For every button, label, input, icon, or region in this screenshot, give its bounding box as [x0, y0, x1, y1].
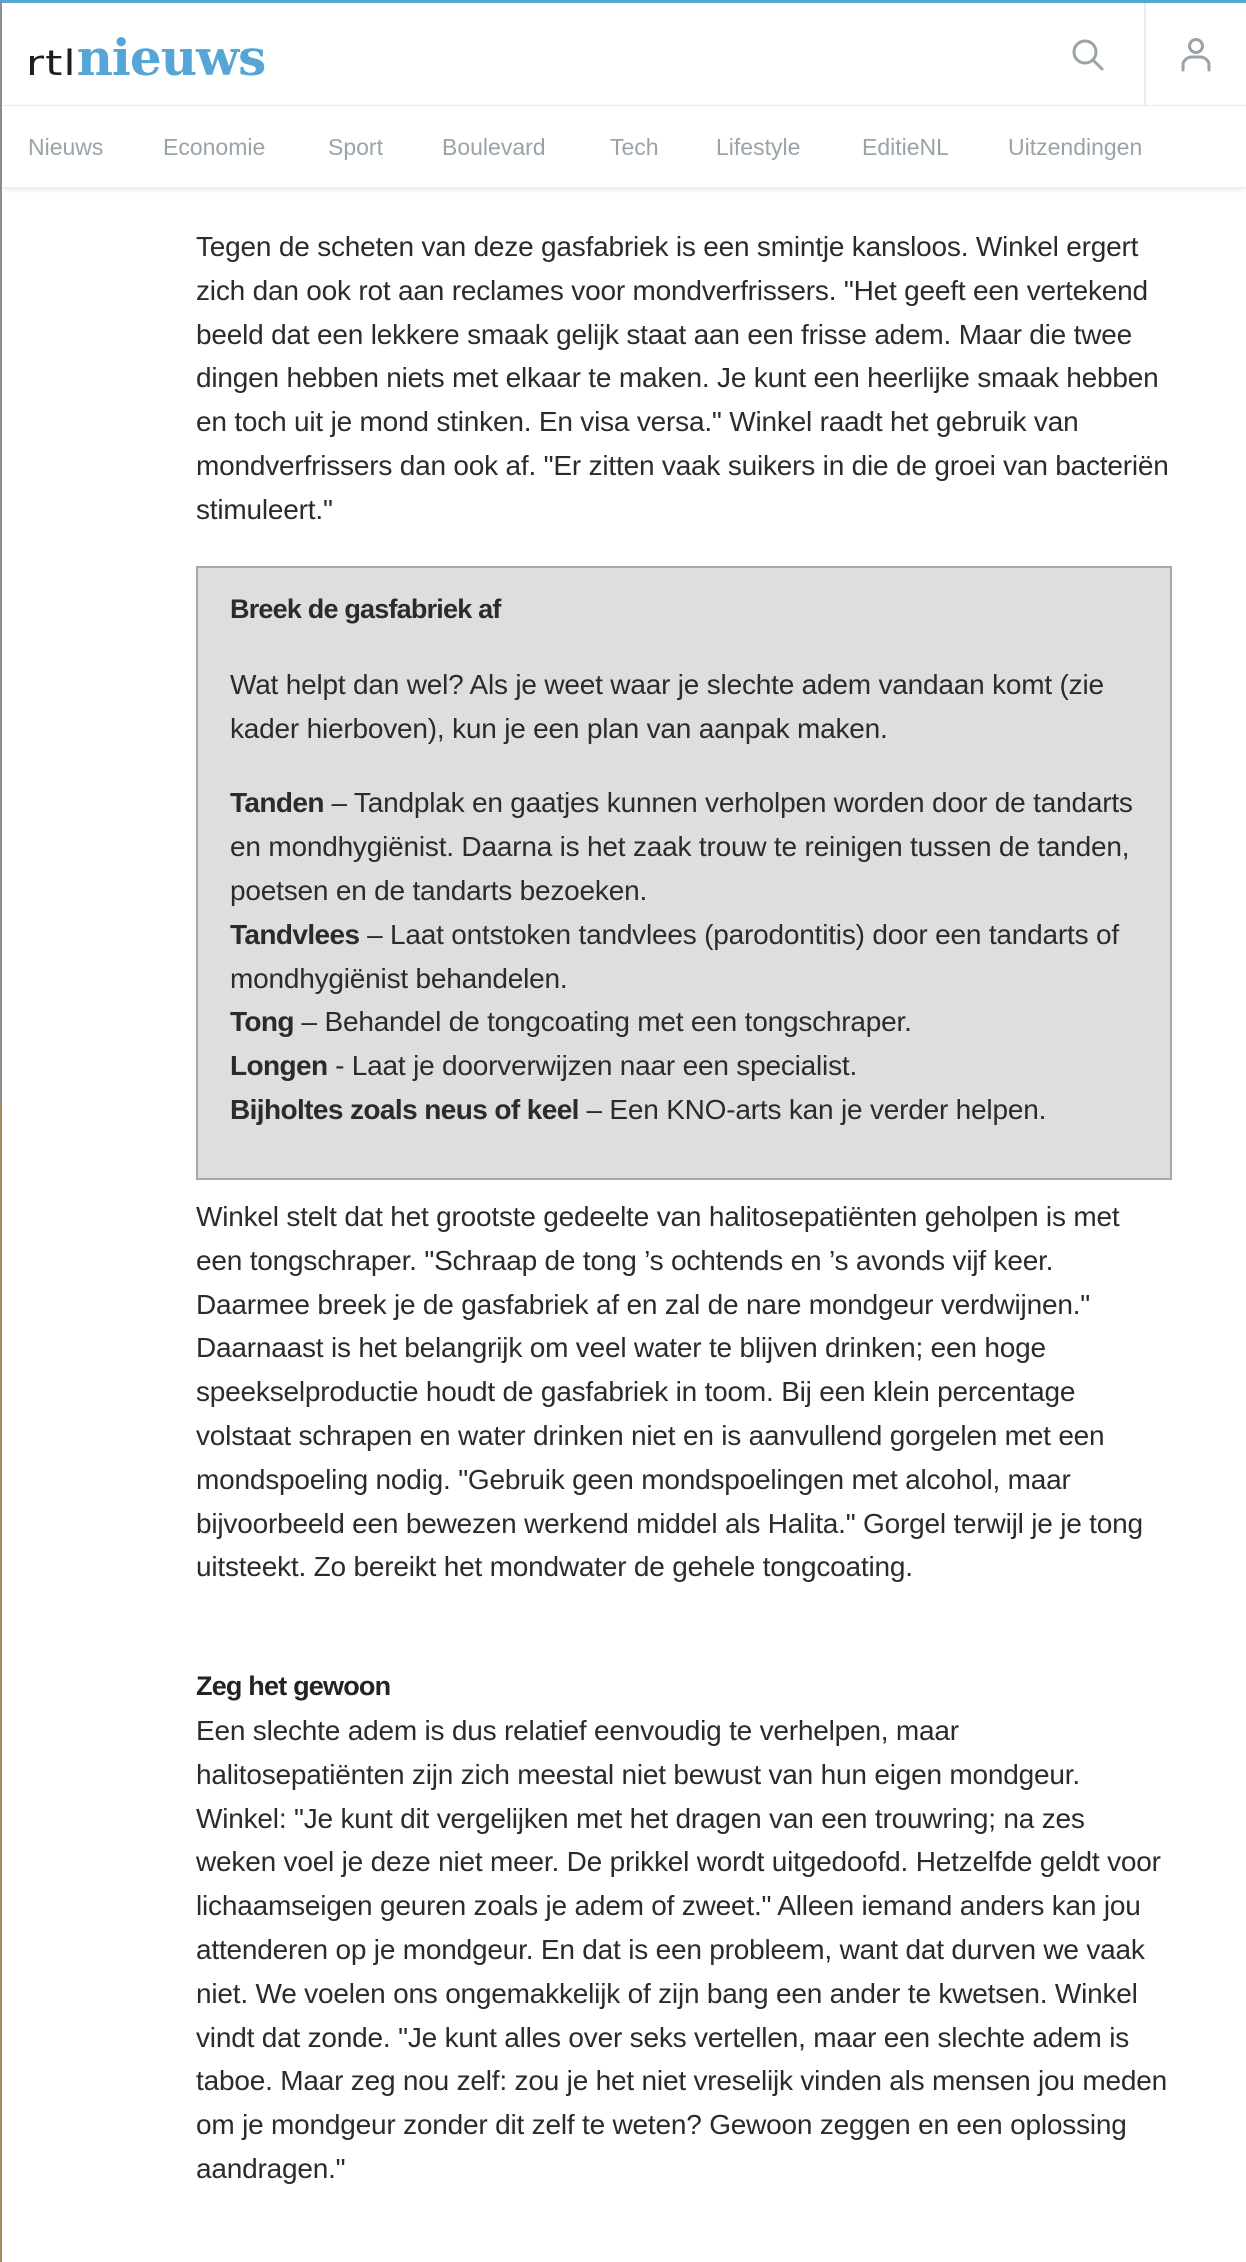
nav-item-boulevard[interactable]: Boulevard	[442, 134, 546, 160]
item-separator: -	[327, 1050, 352, 1082]
item-text: Een KNO-arts kan je verder helpen.	[609, 1093, 1047, 1125]
item-separator: –	[323, 787, 354, 819]
article-paragraph: Winkel stelt dat het grootste gedeelte van halitosepatiënten geholpen is met een tongschraper. "Schraap de tong ’s ochtends en ’s avonds vijf keer. Daarmee breek je de gasfabriek af en zal de nare mondgeur verdwijnen." Daarnaast is het belangrijk om veel water te blijven drinken; een hoge speekselproductie houdt de gasfabriek in toom. Bij een klein percentage volstaat schrapen en water drinken niet en is aanvullend gorgelen met een mondspoeling nodig. "Gebruik geen mondspoelingen met alcohol, maar bijvoorbeeld een bewezen werkend middel als Halita." Gorgel terwijl je je tong uitsteekt. Zo bereikt het mondwater de gehele tongcoating.	[196, 1201, 1143, 1583]
logo-rtl-text: rtl	[26, 43, 77, 84]
item-separator: –	[293, 1006, 325, 1038]
nav-item-tech[interactable]: Tech	[610, 134, 659, 160]
info-box-item	[230, 913, 1138, 1001]
nav-item-nieuws[interactable]: Nieuws	[28, 134, 104, 160]
item-separator: –	[578, 1093, 610, 1125]
info-box-title: Breek de gasfabriek af	[230, 594, 501, 624]
item-text: Laat ontstoken tandvlees (parodontitis) door een tandarts of mondhygiënist behandelen.	[230, 918, 1119, 994]
item-text: Tandplak en gaatjes kunnen verholpen worden door de tandarts en mondhygiënist. Daarna is het zaak trouw te reinigen tussen de tanden, poetsen en de tandarts bezoeken.	[230, 787, 1133, 906]
item-term: Bijholtes zoals neus of keel	[230, 1093, 579, 1125]
nav-item-lifestyle[interactable]: Lifestyle	[716, 134, 801, 160]
main-nav	[2, 106, 1246, 188]
item-term: Tanden	[230, 787, 324, 819]
nav-item-uitzendingen[interactable]: Uitzendingen	[1008, 134, 1143, 160]
account-button[interactable]	[1144, 3, 1246, 106]
info-box-item	[230, 1044, 1138, 1088]
info-box	[196, 566, 1172, 1180]
info-box-list	[230, 781, 1138, 1131]
info-box-item	[230, 781, 1138, 912]
site-header	[2, 3, 1246, 106]
item-separator: –	[359, 918, 391, 950]
article-paragraph: Tegen de scheten van deze gasfabriek is een smintje kansloos. Winkel ergert zich dan ook rot aan reclames voor mondverfrissers. "Het geeft een vertekend beeld dat een lekkere smaak gelijk staat aan een frisse adem. Maar die twee dingen hebben niets met elkaar te maken. Je kunt een heerlijke smaak hebben en toch uit je mond stinken. En visa versa." Winkel raadt het gebruik van mondverfrissers dan ook af. "Er zitten vaak suikers in die de groei van bacteriën stimuleert."	[196, 231, 1169, 525]
info-box-item	[230, 1088, 1138, 1132]
item-term: Tandvlees	[230, 918, 360, 950]
item-text: Laat je doorverwijzen naar een specialist.	[351, 1050, 858, 1082]
info-box-item	[230, 1000, 1138, 1044]
nav-item-economie[interactable]: Economie	[163, 134, 266, 160]
item-term: Tong	[230, 1006, 294, 1038]
search-button[interactable]	[1038, 3, 1138, 106]
user-icon	[1180, 37, 1212, 73]
rtl-nieuws-logo[interactable]	[26, 23, 266, 87]
article-paragraph: Een slechte adem is dus relatief eenvoudig te verhelpen, maar halitosepatiënten zijn zich meestal niet bewust van hun eigen mondgeur. Winkel: "Je kunt dit vergelijken met het dragen van een trouwring; na zes weken voel je deze niet meer. De prikkel wordt uitgedoofd. Hetzelfde geldt voor lichaamseigen geuren zoals je adem of zweet." Alleen iemand anders kan jou attenderen op je mondgeur. En dat is een probleem, want dat durven we vaak niet. We voelen ons ongemakkelijk of zijn bang een ander te kwetsen. Winkel vindt dat zonde. "Je kunt alles over seks vertellen, maar een slechte adem is taboe. Maar zeg nou zelf: zou je het niet vreselijk vinden als mensen jou meden om je mondgeur zonder dit zelf te weten? Gewoon zeggen en een oplossing aandragen."	[196, 1715, 1167, 2184]
nav-item-editienl[interactable]: EditieNL	[862, 134, 949, 160]
item-text: Behandel de tongcoating met een tongschraper.	[324, 1006, 912, 1038]
item-term: Longen	[230, 1050, 328, 1082]
nav-item-sport[interactable]: Sport	[328, 134, 383, 160]
info-box-intro: Wat helpt dan wel? Als je weet waar je slechte adem vandaan komt (zie kader hierboven), kun je een plan van aanpak maken.	[230, 668, 1104, 744]
section-heading: Zeg het gewoon	[196, 1671, 391, 1701]
search-icon	[1070, 37, 1106, 73]
logo-nieuws-text: nieuws	[76, 28, 266, 87]
